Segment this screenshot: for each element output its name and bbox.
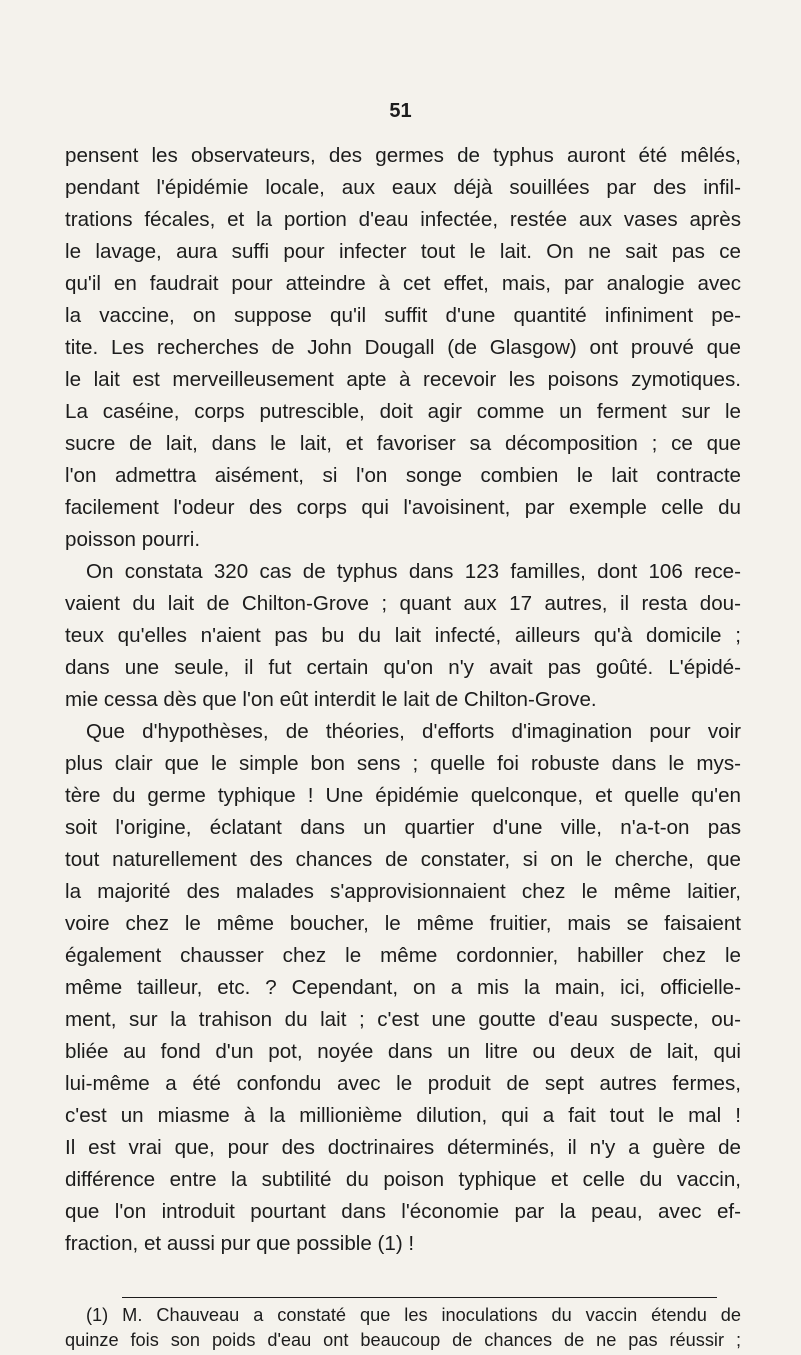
body-line: soit l'origine, éclatant dans un quartier d'une ville, n'a-t-on pas — [65, 816, 741, 839]
body-line: qu'il en faudrait pour atteindre à cet effet, mais, par analogie avec — [65, 272, 741, 295]
body-line: Il est vrai que, pour des doctrinaires déterminés, il n'y a guère de — [65, 1136, 741, 1159]
body-line: La caséine, corps putrescible, doit agir comme un ferment sur le — [65, 400, 741, 423]
body-line: le lavage, aura suffi pour infecter tout le lait. On ne sait pas ce — [65, 240, 741, 263]
body-line: poisson pourri. — [65, 528, 201, 551]
body-line: plus clair que le simple bon sens ; quelle foi robuste dans le mys- — [65, 752, 741, 775]
body-line: bliée au fond d'un pot, noyée dans un litre ou deux de lait, qui — [65, 1040, 741, 1063]
page-number: 51 — [389, 100, 412, 122]
body-line: la vaccine, on suppose qu'il suffit d'une quantité infiniment pe- — [65, 304, 741, 327]
body-line: tite. Les recherches de John Dougall (de Glasgow) ont prouvé que — [65, 336, 741, 359]
body-line: pensent les observateurs, des germes de typhus auront été mêlés, — [65, 144, 741, 167]
body-line: l'on admettra aisément, si l'on songe combien le lait contracte — [65, 464, 741, 487]
body-line: trations fécales, et la portion d'eau infectée, restée aux vases après — [65, 208, 741, 231]
footnote-divider — [122, 1297, 717, 1298]
body-line: pendant l'épidémie locale, aux eaux déjà souillées par des infil- — [65, 176, 741, 199]
body-line: Que d'hypothèses, de théories, d'efforts d'imagination pour voir — [86, 720, 741, 743]
body-line: également chausser chez le même cordonnier, habiller chez le — [65, 944, 741, 967]
body-line: sucre de lait, dans le lait, et favoriser sa décomposition ; ce que — [65, 432, 741, 455]
body-line: voire chez le même boucher, le même fruitier, mais se faisaient — [65, 912, 741, 935]
body-line: même tailleur, etc. ? Cependant, on a mis la main, ici, officielle- — [65, 976, 741, 999]
body-line: c'est un miasme à la millionième dilution, qui a fait tout le mal ! — [65, 1104, 741, 1127]
body-line: différence entre la subtilité du poison typhique et celle du vaccin, — [65, 1168, 741, 1191]
body-line: tère du germe typhique ! Une épidémie quelconque, et quelle qu'en — [65, 784, 741, 807]
body-line: le lait est merveilleusement apte à recevoir les poisons zymotiques. — [65, 368, 741, 391]
footnote-line: quinze fois son poids d'eau ont beaucoup de chances de ne pas réussir ; — [65, 1330, 741, 1350]
body-line: fraction, et aussi pur que possible (1) ! — [65, 1232, 415, 1255]
footnote-line: (1) M. Chauveau a constaté que les inoculations du vaccin étendu de — [86, 1305, 741, 1325]
body-line: On constata 320 cas de typhus dans 123 familles, dont 106 rece- — [86, 560, 741, 583]
body-line: que l'on introduit pourtant dans l'économie par la peau, avec ef- — [65, 1200, 741, 1223]
body-line: vaient du lait de Chilton-Grove ; quant aux 17 autres, il resta dou- — [65, 592, 741, 615]
body-line: facilement l'odeur des corps qui l'avoisinent, par exemple celle du — [65, 496, 741, 519]
body-line: teux qu'elles n'aient pas bu du lait infecté, ailleurs qu'à domicile ; — [65, 624, 741, 647]
body-line: dans une seule, il fut certain qu'on n'y avait pas goûté. L'épidé- — [65, 656, 741, 679]
body-line: ment, sur la trahison du lait ; c'est une goutte d'eau suspecte, ou- — [65, 1008, 741, 1031]
body-line: la majorité des malades s'approvisionnaient chez le même laitier, — [65, 880, 741, 903]
body-line: tout naturellement des chances de constater, si on le cherche, que — [65, 848, 741, 871]
body-line: mie cessa dès que l'on eût interdit le lait de Chilton-Grove. — [65, 688, 597, 711]
body-line: lui-même a été confondu avec le produit de sept autres fermes, — [65, 1072, 741, 1095]
